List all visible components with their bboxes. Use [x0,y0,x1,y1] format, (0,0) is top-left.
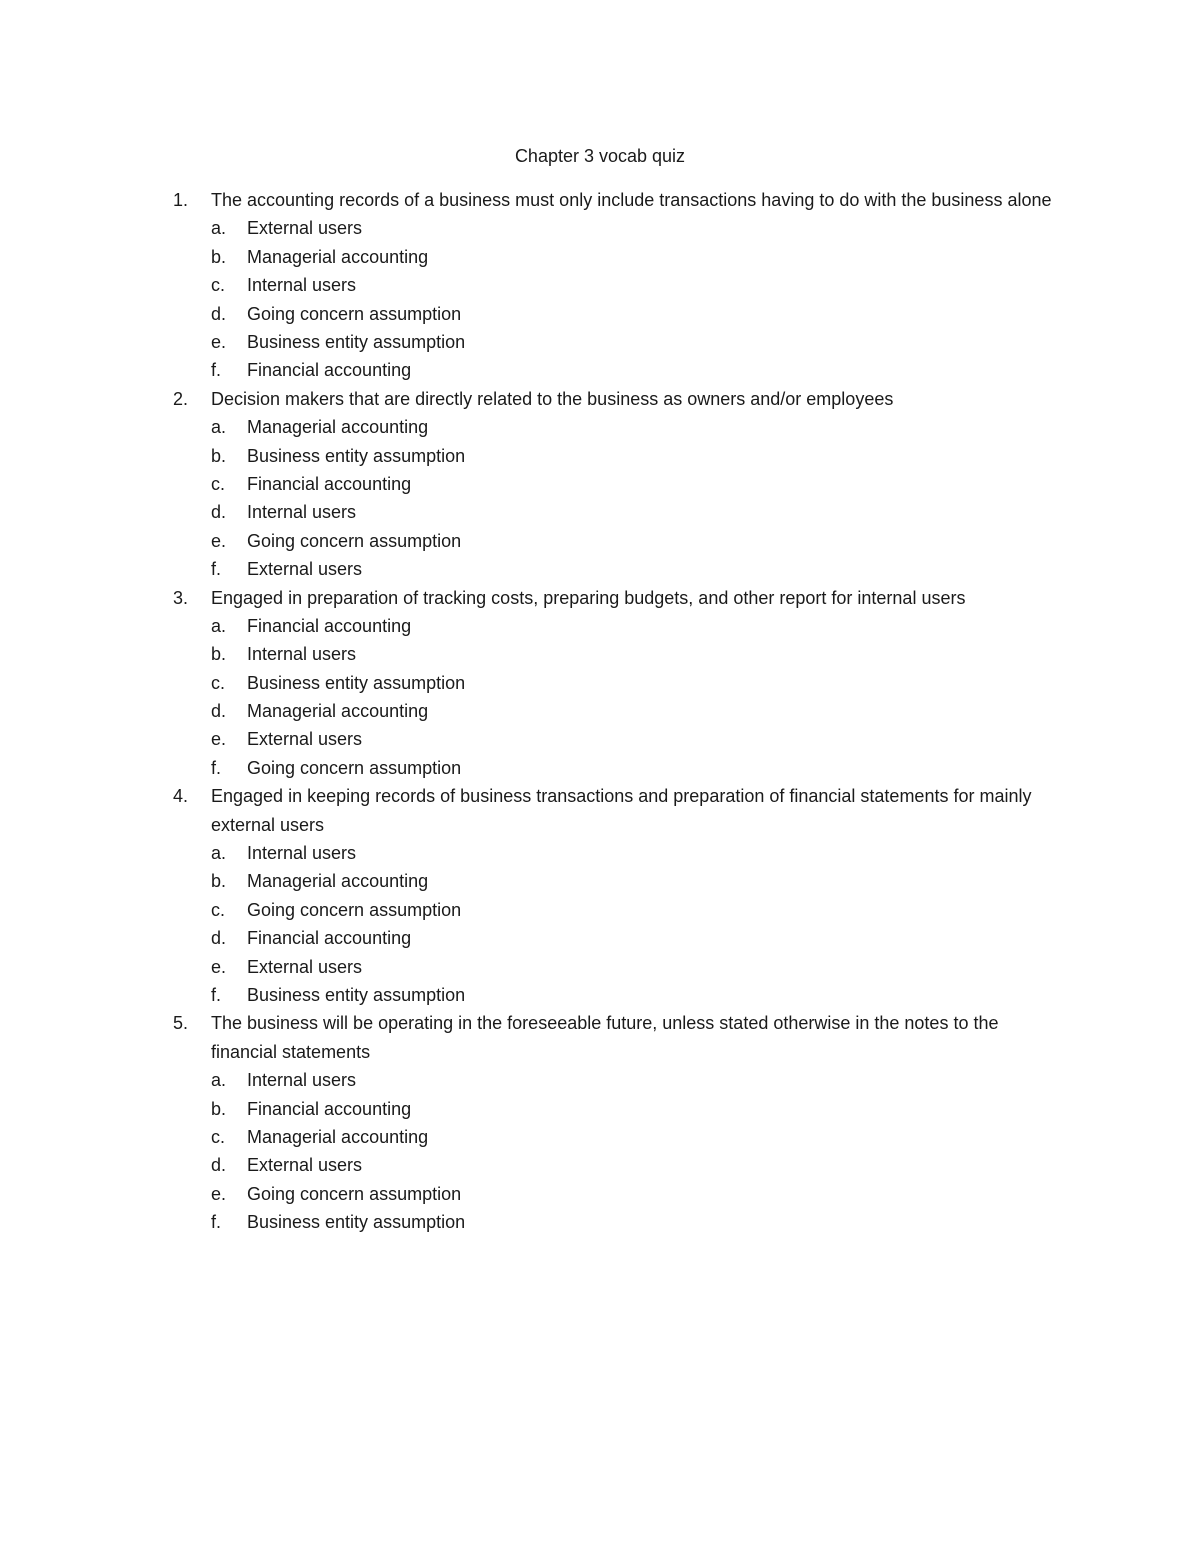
answer-option [0,243,1200,271]
option-letter: b. [211,246,227,267]
page-title: Chapter 3 vocab quiz [514,146,686,166]
option-letter: f. [211,360,222,381]
answer-option [0,1095,1200,1123]
option-text: Going concern assumption [247,303,462,324]
option-text: Going concern assumption [247,757,462,778]
option-text: Going concern assumption [247,530,462,551]
option-text: Internal users [247,275,357,296]
option-text: Financial accounting [247,1098,412,1119]
question-text: Decision makers that are directly related to the business as owners and/or employees [211,388,894,409]
option-letter: b. [211,445,227,466]
answer-option [0,896,1200,924]
option-letter: d. [211,303,227,324]
option-letter: f. [211,757,222,778]
option-text: External users [247,956,363,977]
question-1 [0,186,1200,385]
answer-option [0,839,1200,867]
option-text: Managerial accounting [247,871,429,892]
option-letter: a. [211,218,227,239]
option-text: Business entity assumption [247,445,466,466]
answer-option [0,697,1200,725]
option-letter: e. [211,530,227,551]
answer-option [0,981,1200,1009]
answer-option [0,640,1200,668]
answer-option [0,612,1200,640]
question-number: 4. [173,786,189,807]
question-number: 5. [173,1013,189,1034]
question-4 [0,782,1200,1009]
question-2 [0,385,1200,584]
option-letter: a. [211,615,227,636]
option-text: Going concern assumption [247,899,462,920]
question-3 [0,584,1200,783]
option-letter: d. [211,928,227,949]
answer-option [0,1180,1200,1208]
option-letter: d. [211,1155,227,1176]
option-text: Managerial accounting [247,246,429,267]
answer-option [0,413,1200,441]
answer-option [0,1123,1200,1151]
option-letter: a. [211,843,227,864]
option-text: Internal users [247,843,357,864]
answer-option [0,924,1200,952]
answer-options [0,839,1200,1009]
option-text: Financial accounting [247,615,412,636]
option-text: External users [247,1155,363,1176]
option-letter: c. [211,672,226,693]
question-number: 2. [173,388,189,409]
option-text: Managerial accounting [247,417,429,438]
option-letter: f. [211,985,222,1006]
option-text: Business entity assumption [247,672,466,693]
answer-option [0,1151,1200,1179]
option-letter: a. [211,1070,227,1091]
answer-options [0,1066,1200,1236]
option-text: Financial accounting [247,360,412,381]
option-letter: e. [211,1183,227,1204]
answer-options [0,413,1200,583]
option-text: Managerial accounting [247,701,429,722]
answer-option [0,1208,1200,1236]
answer-option [0,300,1200,328]
option-text: Managerial accounting [247,1127,429,1147]
answer-option [0,271,1200,299]
answer-option [0,527,1200,555]
option-text: Internal users [247,644,357,665]
question-text: Engaged in preparation of tracking costs, preparing budgets, and other report for internal users [211,587,966,608]
option-letter: c. [211,899,226,920]
answer-option [0,498,1200,526]
answer-option [0,356,1200,384]
answer-option [0,669,1200,697]
answer-option [0,214,1200,242]
option-letter: b. [211,1098,227,1119]
option-letter: e. [211,956,227,977]
answer-option [0,442,1200,470]
question-number: 3. [173,587,189,608]
option-text: Financial accounting [247,928,412,949]
answer-option [0,470,1200,498]
question-number: 1. [173,190,189,210]
option-letter: b. [211,871,227,892]
question-text: The business will be operating in the foreseeable future, unless stated otherwise in the notes to the financial statements [211,1013,999,1062]
option-letter: d. [211,701,227,722]
option-text: Business entity assumption [247,1212,466,1233]
option-letter: c. [211,1127,226,1147]
option-text: External users [247,218,363,239]
option-text: External users [247,729,363,750]
option-text: External users [247,559,363,580]
option-letter: e. [211,331,227,352]
option-text: Internal users [247,1070,357,1091]
answer-options [0,612,1200,782]
answer-option [0,328,1200,356]
question-text: The accounting records of a business must only include transactions having to do with the business alone [211,190,1052,210]
answer-option [0,953,1200,981]
answer-option [0,555,1200,583]
answer-option [0,725,1200,753]
option-text: Business entity assumption [247,331,466,352]
question-text: Engaged in keeping records of business transactions and preparation of financial statements for mainly external users [211,786,1032,835]
option-text: Financial accounting [247,473,412,494]
option-text: Business entity assumption [247,985,466,1006]
option-letter: d. [211,502,227,523]
answer-option [0,754,1200,782]
option-letter: c. [211,275,226,296]
option-letter: e. [211,729,227,750]
option-letter: c. [211,473,226,494]
option-letter: f. [211,1212,222,1233]
option-letter: b. [211,644,227,665]
answer-option [0,1066,1200,1094]
question-list [0,186,1200,1237]
option-text: Going concern assumption [247,1183,462,1204]
option-letter: a. [211,417,227,438]
answer-options [0,214,1200,384]
option-letter: f. [211,559,222,580]
option-text: Internal users [247,502,357,523]
answer-option [0,867,1200,895]
question-5 [0,1009,1200,1236]
